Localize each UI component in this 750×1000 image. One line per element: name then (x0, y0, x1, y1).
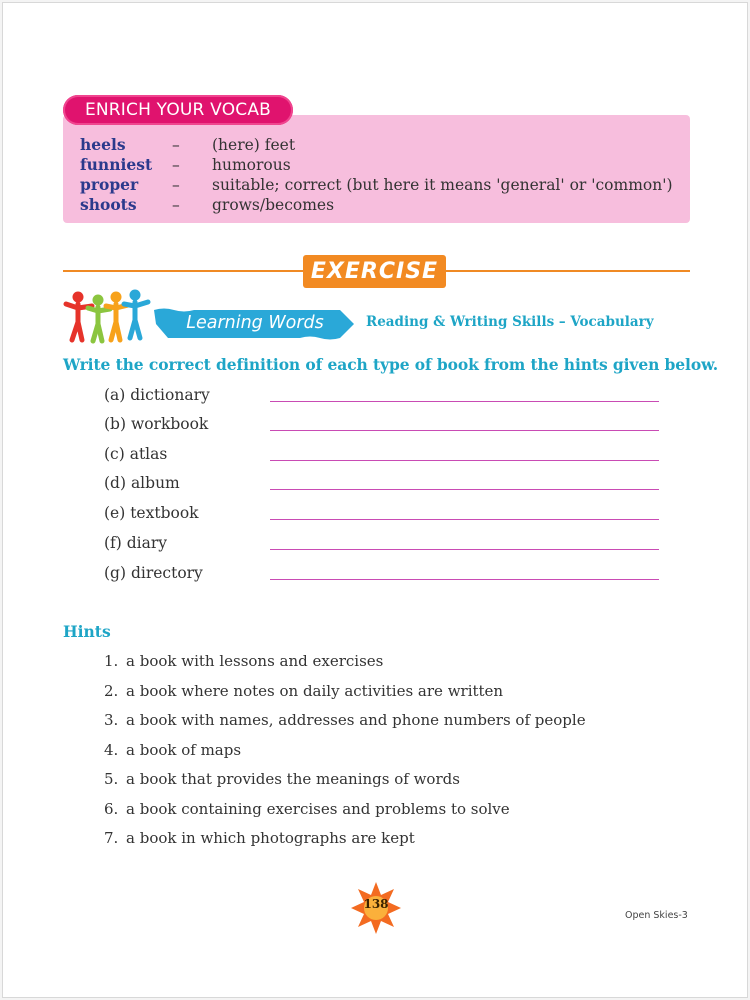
question-label: (c) atlas (104, 445, 168, 463)
answer-line[interactable] (270, 489, 659, 490)
question-row (104, 532, 664, 554)
exercise-divider-left (63, 270, 303, 272)
answer-line[interactable] (270, 430, 659, 431)
hint-number: 4. (104, 741, 119, 759)
exercise-instruction: Write the correct definition of each type of book from the hints given below. (63, 355, 719, 374)
question-row (104, 472, 664, 494)
hint-number: 3. (104, 711, 119, 729)
vocab-word: heels (80, 135, 126, 154)
answer-line[interactable] (270, 401, 659, 402)
hint-text: a book of maps (126, 741, 242, 759)
vocab-dash: – (172, 176, 180, 194)
vocab-definition: grows/becomes (212, 196, 335, 214)
answer-line[interactable] (270, 579, 659, 580)
hint-text: a book in which photographs are kept (126, 829, 415, 847)
vocab-definition: humorous (212, 156, 291, 174)
hint-text: a book where notes on daily activities are written (126, 682, 504, 700)
hint-item (104, 709, 586, 731)
hint-text: a book with lessons and exercises (126, 652, 384, 670)
hint-number: 6. (104, 800, 119, 818)
vocab-dash: – (172, 196, 180, 214)
hint-item (104, 798, 510, 820)
question-label: (a) dictionary (104, 386, 210, 404)
hint-item (104, 739, 241, 761)
vocab-definition: suitable; correct (but here it means 'general' or 'common') (212, 176, 673, 194)
page-number: 138 (363, 897, 389, 911)
question-label: (d) album (104, 474, 180, 492)
vocab-word: proper (80, 175, 139, 194)
vocab-title: ENRICH YOUR VOCAB (63, 95, 293, 125)
exercise-badge: EXERCISE (303, 255, 446, 288)
learning-words-label: Learning Words (186, 313, 324, 333)
vocab-word: funniest (80, 155, 153, 174)
hint-number: 7. (104, 829, 119, 847)
hint-number: 5. (104, 770, 119, 788)
hint-item (104, 768, 460, 790)
vocab-definition: (here) feet (212, 136, 296, 154)
question-row (104, 413, 664, 435)
question-row (104, 443, 664, 465)
book-title: Open Skies-3 (625, 910, 688, 921)
hint-text: a book containing exercises and problems to solve (126, 800, 510, 818)
vocab-word: shoots (80, 195, 137, 214)
hints-title: Hints (63, 622, 111, 641)
question-label: (e) textbook (104, 504, 199, 522)
question-label: (g) directory (104, 564, 203, 582)
question-row (104, 384, 664, 406)
vocab-dash: – (172, 136, 180, 154)
hint-text: a book that provides the meanings of words (126, 770, 460, 788)
hint-item (104, 680, 503, 702)
answer-line[interactable] (270, 460, 659, 461)
exercise-divider-right (446, 270, 690, 272)
hint-text: a book with names, addresses and phone numbers of people (126, 711, 586, 729)
question-row (104, 502, 664, 524)
question-label: (f) diary (104, 534, 168, 552)
answer-line[interactable] (270, 519, 659, 520)
hint-item (104, 650, 383, 672)
hint-number: 2. (104, 682, 119, 700)
answer-line[interactable] (270, 549, 659, 550)
children-icon (62, 288, 152, 344)
vocab-dash: – (172, 156, 180, 174)
question-label: (b) workbook (104, 415, 209, 433)
question-row (104, 562, 664, 584)
hint-number: 1. (104, 652, 119, 670)
hint-item (104, 827, 415, 849)
skills-label: Reading & Writing Skills – Vocabulary (366, 314, 654, 330)
